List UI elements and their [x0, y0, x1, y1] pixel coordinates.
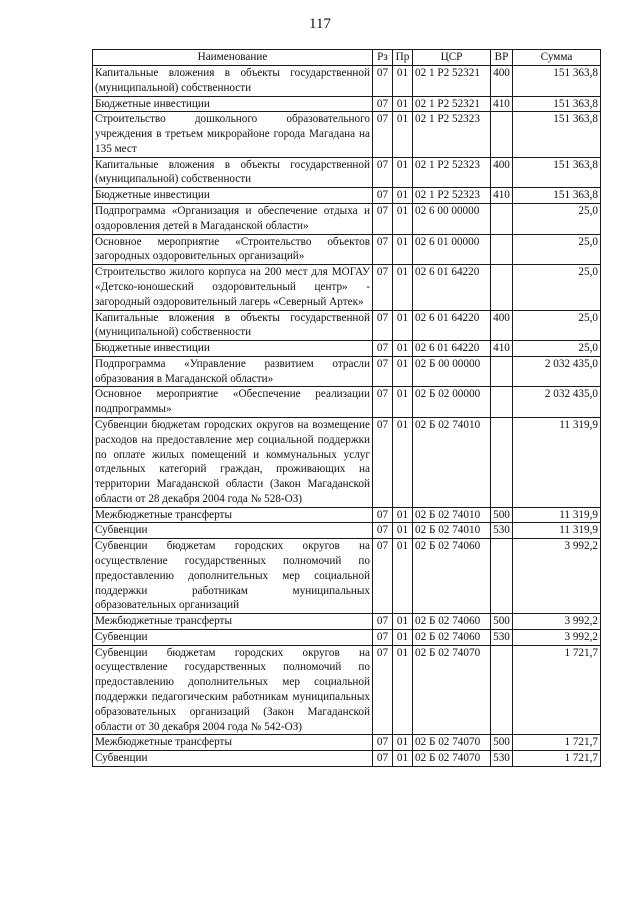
- budget-table: [92, 49, 601, 767]
- cell-vr: [491, 234, 513, 265]
- cell-vr: [491, 645, 513, 735]
- cell-sum: 25,0: [513, 341, 601, 357]
- cell-name: Субвенции бюджетам городских округов на осуществление государственных полномочий по предоставлению дополнительных мер социальной поддержки работникам муниципальных образовательных организаций: [93, 539, 373, 614]
- cell-csr: 02 Б 02 74070: [413, 735, 491, 751]
- cell-sum: 2 032 435,0: [513, 387, 601, 418]
- table-row: [93, 507, 601, 523]
- cell-sum: 151 363,8: [513, 66, 601, 97]
- cell-sum: 1 721,7: [513, 645, 601, 735]
- cell-name: Капитальные вложения в объекты государственной (муниципальной) собственности: [93, 157, 373, 188]
- cell-csr: 02 Б 02 74010: [413, 523, 491, 539]
- table-row: [93, 112, 601, 157]
- cell-csr: 02 Б 02 74010: [413, 417, 491, 507]
- cell-sum: 11 319,9: [513, 417, 601, 507]
- cell-pr: 01: [393, 96, 413, 112]
- cell-pr: 01: [393, 614, 413, 630]
- cell-pr: 01: [393, 387, 413, 418]
- cell-csr: 02 6 01 00000: [413, 234, 491, 265]
- cell-sum: 25,0: [513, 310, 601, 341]
- cell-rz: 07: [373, 629, 393, 645]
- cell-name: Капитальные вложения в объекты государственной (муниципальной) собственности: [93, 66, 373, 97]
- cell-vr: 400: [491, 66, 513, 97]
- cell-name: Бюджетные инвестиции: [93, 96, 373, 112]
- cell-rz: 07: [373, 614, 393, 630]
- cell-csr: 02 6 01 64220: [413, 265, 491, 310]
- cell-sum: 151 363,8: [513, 157, 601, 188]
- cell-name: Субвенции бюджетам городских округов на возмещение расходов на предоставление мер социальной поддержки по оплате жилых помещений и коммунальных услуг отдельных категорий граждан, проживающих на территории Магаданской области (Закон Магаданской области от 28 декабря 2004 года № 528-ОЗ): [93, 417, 373, 507]
- table-row: [93, 645, 601, 735]
- cell-vr: 530: [491, 751, 513, 767]
- cell-name: Субвенции: [93, 751, 373, 767]
- cell-name: Межбюджетные трансферты: [93, 614, 373, 630]
- cell-rz: 07: [373, 645, 393, 735]
- cell-sum: 1 721,7: [513, 735, 601, 751]
- cell-vr: [491, 539, 513, 614]
- cell-pr: 01: [393, 66, 413, 97]
- header-sum: Сумма: [513, 50, 601, 66]
- cell-sum: 11 319,9: [513, 507, 601, 523]
- header-rz: Рз: [373, 50, 393, 66]
- cell-name: Подпрограмма «Управление развитием отрасли образования в Магаданской области»: [93, 356, 373, 387]
- cell-pr: 01: [393, 751, 413, 767]
- cell-vr: 400: [491, 310, 513, 341]
- header-pr: Пр: [393, 50, 413, 66]
- cell-vr: [491, 204, 513, 235]
- cell-pr: 01: [393, 234, 413, 265]
- cell-rz: 07: [373, 507, 393, 523]
- cell-vr: 410: [491, 341, 513, 357]
- cell-rz: 07: [373, 204, 393, 235]
- cell-vr: 410: [491, 96, 513, 112]
- cell-sum: 151 363,8: [513, 112, 601, 157]
- cell-rz: 07: [373, 735, 393, 751]
- cell-sum: 151 363,8: [513, 96, 601, 112]
- cell-pr: 01: [393, 417, 413, 507]
- cell-vr: 530: [491, 523, 513, 539]
- cell-vr: 530: [491, 629, 513, 645]
- table-row: [93, 735, 601, 751]
- table-row: [93, 157, 601, 188]
- cell-csr: 02 Б 00 00000: [413, 356, 491, 387]
- cell-csr: 02 1 Р2 52321: [413, 66, 491, 97]
- table-row: [93, 417, 601, 507]
- cell-rz: 07: [373, 751, 393, 767]
- cell-name: Межбюджетные трансферты: [93, 735, 373, 751]
- cell-pr: 01: [393, 265, 413, 310]
- cell-csr: 02 6 01 64220: [413, 310, 491, 341]
- cell-rz: 07: [373, 523, 393, 539]
- cell-sum: 25,0: [513, 234, 601, 265]
- header-csr: ЦСР: [413, 50, 491, 66]
- cell-name: Капитальные вложения в объекты государственной (муниципальной) собственности: [93, 310, 373, 341]
- table-row: [93, 356, 601, 387]
- cell-rz: 07: [373, 157, 393, 188]
- cell-vr: 500: [491, 507, 513, 523]
- cell-sum: 25,0: [513, 265, 601, 310]
- cell-csr: 02 6 00 00000: [413, 204, 491, 235]
- table-row: [93, 234, 601, 265]
- cell-csr: 02 1 Р2 52321: [413, 96, 491, 112]
- cell-vr: [491, 265, 513, 310]
- cell-vr: 500: [491, 614, 513, 630]
- cell-rz: 07: [373, 341, 393, 357]
- cell-sum: 3 992,2: [513, 614, 601, 630]
- cell-pr: 01: [393, 356, 413, 387]
- cell-name: Субвенции: [93, 629, 373, 645]
- table-row: [93, 751, 601, 767]
- cell-pr: 01: [393, 645, 413, 735]
- table-row: [93, 523, 601, 539]
- cell-name: Строительство жилого корпуса на 200 мест для МОГАУ «Детско-юношеский оздоровительный центр» - загородный оздоровительный лагерь «Северный Артек»: [93, 265, 373, 310]
- cell-rz: 07: [373, 265, 393, 310]
- table-row: [93, 66, 601, 97]
- cell-csr: 02 Б 02 74060: [413, 614, 491, 630]
- table-row: [93, 387, 601, 418]
- cell-pr: 01: [393, 539, 413, 614]
- cell-name: Субвенции бюджетам городских округов на осуществление государственных полномочий по предоставлению дополнительных мер социальной поддержки педагогическим работникам муниципальных образовательных организаций (Закон Магаданской области от 30 декабря 2004 года № 542-ОЗ): [93, 645, 373, 735]
- table-row: [93, 310, 601, 341]
- cell-csr: 02 Б 02 74010: [413, 507, 491, 523]
- cell-vr: [491, 387, 513, 418]
- cell-rz: 07: [373, 96, 393, 112]
- cell-csr: 02 6 01 64220: [413, 341, 491, 357]
- cell-rz: 07: [373, 310, 393, 341]
- cell-vr: 400: [491, 157, 513, 188]
- cell-vr: 500: [491, 735, 513, 751]
- cell-pr: 01: [393, 735, 413, 751]
- cell-name: Субвенции: [93, 523, 373, 539]
- cell-name: Основное мероприятие «Обеспечение реализации подпрограммы»: [93, 387, 373, 418]
- cell-csr: 02 1 Р2 52323: [413, 188, 491, 204]
- cell-rz: 07: [373, 417, 393, 507]
- table-row: [93, 629, 601, 645]
- cell-sum: 11 319,9: [513, 523, 601, 539]
- cell-vr: 410: [491, 188, 513, 204]
- cell-vr: [491, 112, 513, 157]
- cell-pr: 01: [393, 112, 413, 157]
- cell-pr: 01: [393, 310, 413, 341]
- cell-pr: 01: [393, 629, 413, 645]
- cell-sum: 151 363,8: [513, 188, 601, 204]
- cell-pr: 01: [393, 507, 413, 523]
- cell-pr: 01: [393, 188, 413, 204]
- cell-csr: 02 Б 02 74070: [413, 751, 491, 767]
- table-row: [93, 341, 601, 357]
- table-header-row: [93, 50, 601, 66]
- cell-name: Бюджетные инвестиции: [93, 188, 373, 204]
- table-row: [93, 188, 601, 204]
- cell-sum: 3 992,2: [513, 539, 601, 614]
- cell-rz: 07: [373, 112, 393, 157]
- cell-pr: 01: [393, 204, 413, 235]
- page-number: 117: [309, 16, 331, 32]
- table-row: [93, 204, 601, 235]
- cell-name: Подпрограмма «Организация и обеспечение отдыха и оздоровления детей в Магаданской области»: [93, 204, 373, 235]
- table-row: [93, 265, 601, 310]
- cell-sum: 1 721,7: [513, 751, 601, 767]
- cell-name: Основное мероприятие «Строительство объектов загородных оздоровительных организаций»: [93, 234, 373, 265]
- cell-name: Строительство дошкольного образовательного учреждения в третьем микрорайоне города Магадана на 135 мест: [93, 112, 373, 157]
- cell-csr: 02 1 Р2 52323: [413, 157, 491, 188]
- cell-rz: 07: [373, 387, 393, 418]
- cell-vr: [491, 417, 513, 507]
- cell-pr: 01: [393, 523, 413, 539]
- cell-name: Межбюджетные трансферты: [93, 507, 373, 523]
- table-row: [93, 96, 601, 112]
- cell-pr: 01: [393, 157, 413, 188]
- cell-csr: 02 Б 02 74070: [413, 645, 491, 735]
- cell-vr: [491, 356, 513, 387]
- cell-sum: 2 032 435,0: [513, 356, 601, 387]
- cell-sum: 25,0: [513, 204, 601, 235]
- cell-csr: 02 Б 02 74060: [413, 629, 491, 645]
- header-name: Наименование: [93, 50, 373, 66]
- cell-csr: 02 1 Р2 52323: [413, 112, 491, 157]
- cell-rz: 07: [373, 539, 393, 614]
- cell-name: Бюджетные инвестиции: [93, 341, 373, 357]
- cell-sum: 3 992,2: [513, 629, 601, 645]
- cell-rz: 07: [373, 356, 393, 387]
- cell-rz: 07: [373, 234, 393, 265]
- table-row: [93, 614, 601, 630]
- cell-rz: 07: [373, 66, 393, 97]
- header-vr: ВР: [491, 50, 513, 66]
- table-row: [93, 539, 601, 614]
- cell-csr: 02 Б 02 74060: [413, 539, 491, 614]
- cell-csr: 02 Б 02 00000: [413, 387, 491, 418]
- cell-rz: 07: [373, 188, 393, 204]
- cell-pr: 01: [393, 341, 413, 357]
